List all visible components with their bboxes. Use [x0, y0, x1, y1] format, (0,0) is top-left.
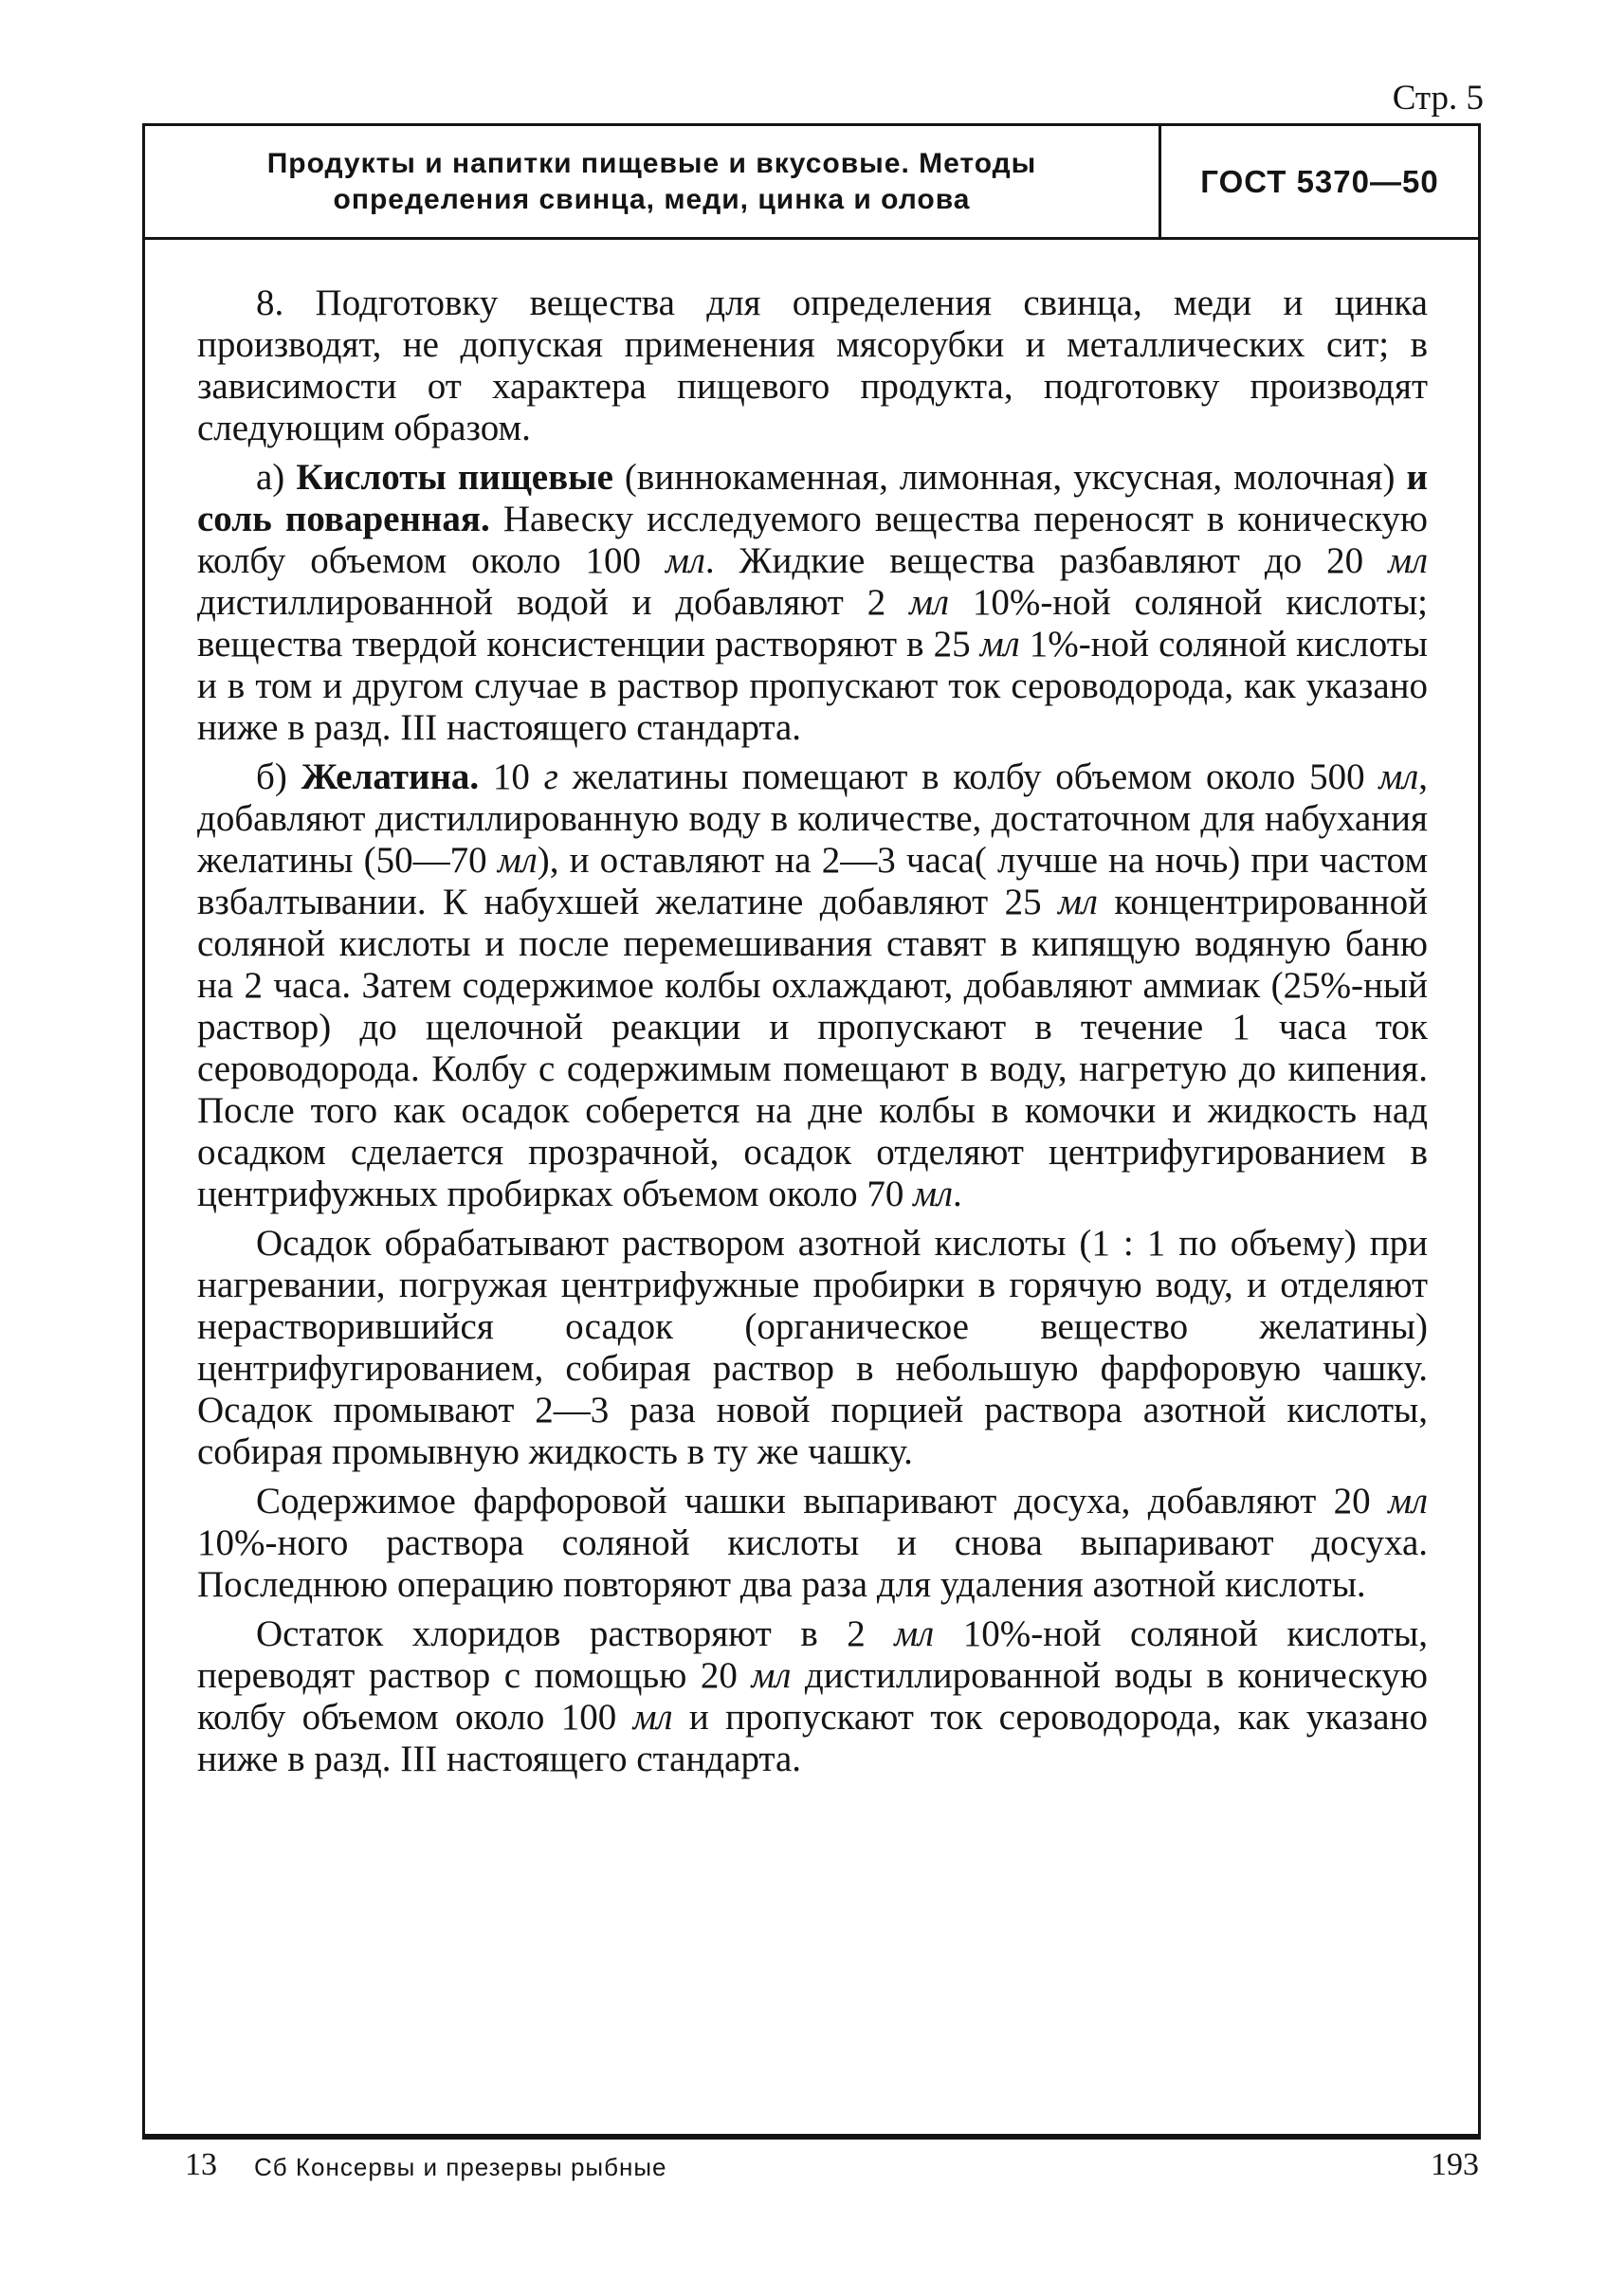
unit-ml: мл — [913, 1174, 954, 1214]
header-title-line1: Продукты и напитки пищевые и вкусовые. Методы — [266, 147, 1037, 179]
paragraph-a-text-4: дистиллированной водой и добавляют 2 — [197, 582, 910, 623]
paragraph-8: 8. Подготовку вещества для определения свинца, меди и цинка производят, не допуская применения мясорубки и металлических сит; в зависимости от характера пищевого продукта, подготовку производят следующим образом. — [197, 282, 1428, 448]
footer-page-number: 193 — [1431, 2147, 1479, 2182]
unit-ml: мл — [1388, 1481, 1428, 1521]
unit-ml: мл — [979, 624, 1020, 665]
paragraph-a-heading-salt: и соль поваренная. — [197, 457, 1428, 539]
header-title — [145, 126, 1159, 237]
unit-ml: мл — [909, 582, 949, 623]
header-title-line2: определения свинца, меди, цинка и олова — [333, 183, 971, 215]
paragraph-evaporation — [197, 1481, 1428, 1606]
paragraph-residue-text-2: 10%-ной соляной кислоты, переводят раствор с помощью 20 — [197, 1613, 1428, 1696]
unit-ml: мл — [1378, 756, 1419, 797]
document-header — [145, 126, 1478, 240]
paragraph-evaporation-text-2: 10%-ного раствора соляной кислоты и снова выпаривают досуха. Последнюю операцию повторяют два раза для удаления азотной кислоты. — [197, 1522, 1428, 1605]
unit-ml: мл — [1388, 540, 1428, 581]
unit-ml: мл — [497, 840, 538, 881]
paragraph-a — [197, 457, 1428, 749]
paragraph-b-text-4: ), и оставляют на 2—3 часа( лучше на ночь) при частом взбалтывании. К набухшей желатине добавляют 25 — [197, 840, 1428, 922]
unit-ml: мл — [632, 1697, 673, 1738]
paragraph-chloride-residue — [197, 1613, 1428, 1780]
paragraph-evaporation-text-1: Содержимое фарфоровой чашки выпаривают досуха, добавляют 20 — [256, 1481, 1389, 1521]
page-footer — [0, 2147, 1624, 2204]
document-frame — [142, 123, 1481, 2140]
paragraph-a-heading-acids: Кислоты пищевые — [296, 457, 613, 498]
page-label: Стр. 5 — [1392, 79, 1484, 118]
unit-ml: мл — [751, 1655, 792, 1696]
paragraph-residue-text-1: Остаток хлоридов растворяют в 2 — [256, 1613, 895, 1654]
paragraph-residue-text-4: и пропускают ток сероводорода, как указано ниже в разд. III настоящего стандарта. — [197, 1697, 1428, 1779]
footer-sheet-number: 13 — [185, 2147, 217, 2182]
paragraph-a-text-2: Навеску исследуемого вещества переносят в коническую колбу объемом около 100 — [197, 499, 1428, 581]
unit-ml: мл — [894, 1613, 935, 1654]
paragraph-b-text-3: , добавляют дистиллированную воду в количестве, достаточном для набухания желатины (50—70 — [197, 756, 1428, 881]
gost-number: ГОСТ 5370—50 — [1200, 163, 1439, 199]
paragraph-a-text-6: 1%-ной соляной кислоты и в том и другом случае в раствор пропускают ток сероводорода, как указано ниже в разд. III настоящего стандарта. — [197, 624, 1428, 748]
paragraph-b-text-6: . — [953, 1174, 962, 1214]
paragraph-b-heading-gelatin: Желатина. — [301, 756, 480, 797]
paragraph-b-text-5: концентрированной соляной кислоты и после перемешивания ставят в кипящую водяную баню на 2 часа. Затем содержимое колбы охлаждают, добавляют аммиак (25%-ный раствор) до щелочной реакции и пропускают в течение 1 часа ток сероводорода. Колбу с содержимым помещают в воду, нагретую до кипения. После того как осадок соберется на дне колбы в комочки и жидкость над осадком сделается прозрачной, осадок отделяют центрифугированием в центрифужных пробирках объемом около 70 — [197, 882, 1428, 1214]
footer-collection-title: Сб Консервы и презервы рыбные — [254, 2153, 667, 2181]
paragraph-b-text-2: желатины помещают в колбу объемом около 500 — [557, 756, 1379, 797]
unit-ml: мл — [1058, 882, 1098, 922]
paragraph-sediment: Осадок обрабатывают раствором азотной кислоты (1 : 1 по объему) при нагревании, погружая центрифужные пробирки в горячую воду, и отделяют нерастворившийся осадок (органическое вещество желатины) центрифугированием, собирая раствор в небольшую фарфоровую чашку. Осадок промывают 2—3 раза новой порцией раствора азотной кислоты, собирая промывную жидкость в ту же чашку. — [197, 1223, 1428, 1472]
unit-g: г — [543, 756, 558, 797]
paragraph-a-prefix: а) — [256, 457, 297, 498]
paragraph-b-prefix: б) — [256, 756, 301, 797]
paragraph-a-text-3: . Жидкие вещества разбавляют до 20 — [704, 540, 1389, 581]
paragraph-b — [197, 756, 1428, 1215]
paragraph-a-text-1: (виннокаменная, лимонная, уксусная, молочная) — [612, 457, 1407, 498]
paragraph-a-text-5: 10%-ной соляной кислоты; вещества твердой консистенции растворяют в 25 — [197, 582, 1428, 665]
paragraph-b-text-1: 10 — [479, 756, 544, 797]
unit-ml: мл — [665, 540, 705, 581]
paragraph-residue-text-3: дистиллированной воды в коническую колбу объемом около 100 — [197, 1655, 1428, 1738]
document-body — [197, 282, 1428, 1788]
